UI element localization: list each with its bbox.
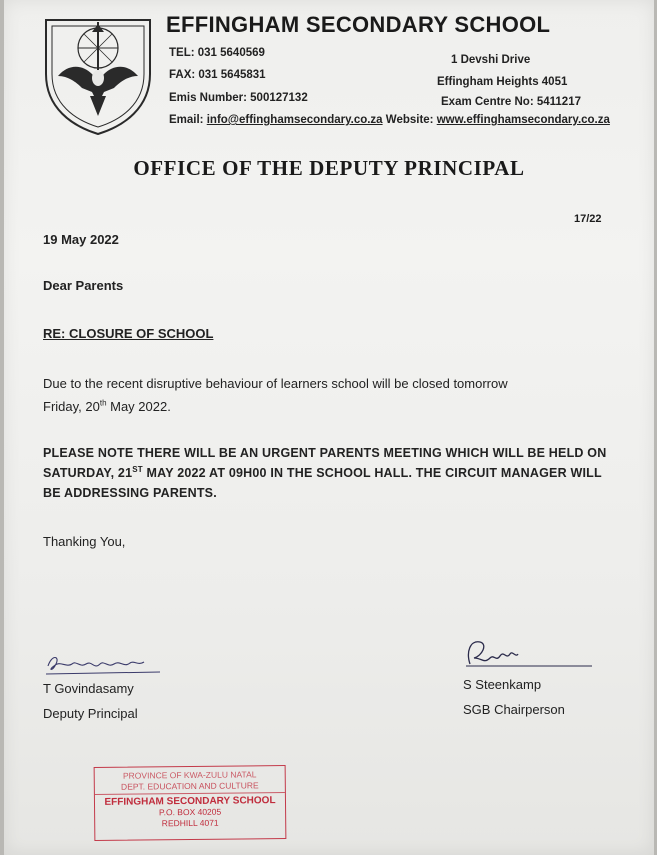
letter-subject: RE: CLOSURE OF SCHOOL — [43, 326, 214, 341]
stamp-province: PROVINCE OF KWA-ZULU NATAL — [122, 769, 257, 781]
sgb-chairperson-name: S Steenkamp — [463, 677, 542, 692]
deputy-principal-title: Deputy Principal — [43, 706, 138, 721]
school-address-line2: Effingham Heights 4051 — [437, 76, 568, 88]
email-link[interactable]: info@effinghamsecondary.co.za — [206, 114, 383, 126]
school-telephone: TEL: 031 5640569 — [169, 47, 265, 59]
school-official-stamp — [94, 765, 287, 841]
letter-date: 19 May 2022 — [43, 232, 119, 247]
office-title: OFFICE OF THE DEPUTY PRINCIPAL — [133, 156, 525, 180]
school-contact-line — [169, 114, 610, 126]
deputy-principal-name: T Govindasamy — [43, 681, 134, 696]
school-crest-icon — [38, 12, 158, 138]
school-emis-number: Emis Number: 500127132 — [169, 92, 308, 104]
website-link[interactable]: www.effinghamsecondary.co.za — [436, 114, 610, 126]
body-line-2 — [43, 399, 171, 414]
stamp-department: DEPT. EDUCATION AND CULTURE — [95, 780, 285, 795]
school-name: EFFINGHAM SECONDARY SCHOOL — [166, 12, 551, 37]
website-label: Website: — [385, 114, 434, 126]
notice-line-1: PLEASE NOTE THERE WILL BE AN URGENT PARENTS MEETING WHICH WILL BE HELD ON — [43, 446, 607, 460]
deputy-principal-signature — [44, 648, 164, 678]
email-label: Email: — [169, 114, 204, 126]
stamp-town: REDHILL 4071 — [161, 817, 219, 829]
body-line-1: Due to the recent disruptive behaviour of learners school will be closed tomorrow — [43, 376, 508, 391]
letter-reference: 17/22 — [574, 213, 602, 225]
body-line-2-ordinal: th — [99, 398, 107, 408]
letter-page — [4, 0, 654, 855]
stamp-po-box: P.O. BOX 40205 — [158, 806, 222, 818]
notice-line-3: BE ADDRESSING PARENTS. — [43, 486, 217, 500]
letter-closing: Thanking You, — [43, 534, 126, 549]
notice-line-2 — [43, 466, 602, 480]
school-fax: FAX: 031 5645831 — [169, 69, 266, 81]
stamp-school-name: EFFINGHAM SECONDARY SCHOOL — [104, 795, 276, 808]
sgb-chairperson-title: SGB Chairperson — [463, 702, 565, 717]
notice-line-2-text: SATURDAY, 21 — [43, 466, 133, 480]
sgb-chairperson-signature — [460, 636, 594, 670]
body-line-2-text: Friday, 20 — [43, 399, 100, 414]
letter-salutation: Dear Parents — [43, 278, 124, 293]
exam-centre-number: Exam Centre No: 5411217 — [441, 96, 581, 108]
notice-line-2-rest: MAY 2022 AT 09H00 IN THE SCHOOL HALL. THE CIRCUIT MANAGER WILL — [142, 466, 602, 480]
notice-line-2-ordinal: ST — [132, 464, 143, 474]
body-line-2-rest: May 2022. — [106, 399, 171, 414]
school-address-line1: 1 Devshi Drive — [451, 54, 531, 66]
